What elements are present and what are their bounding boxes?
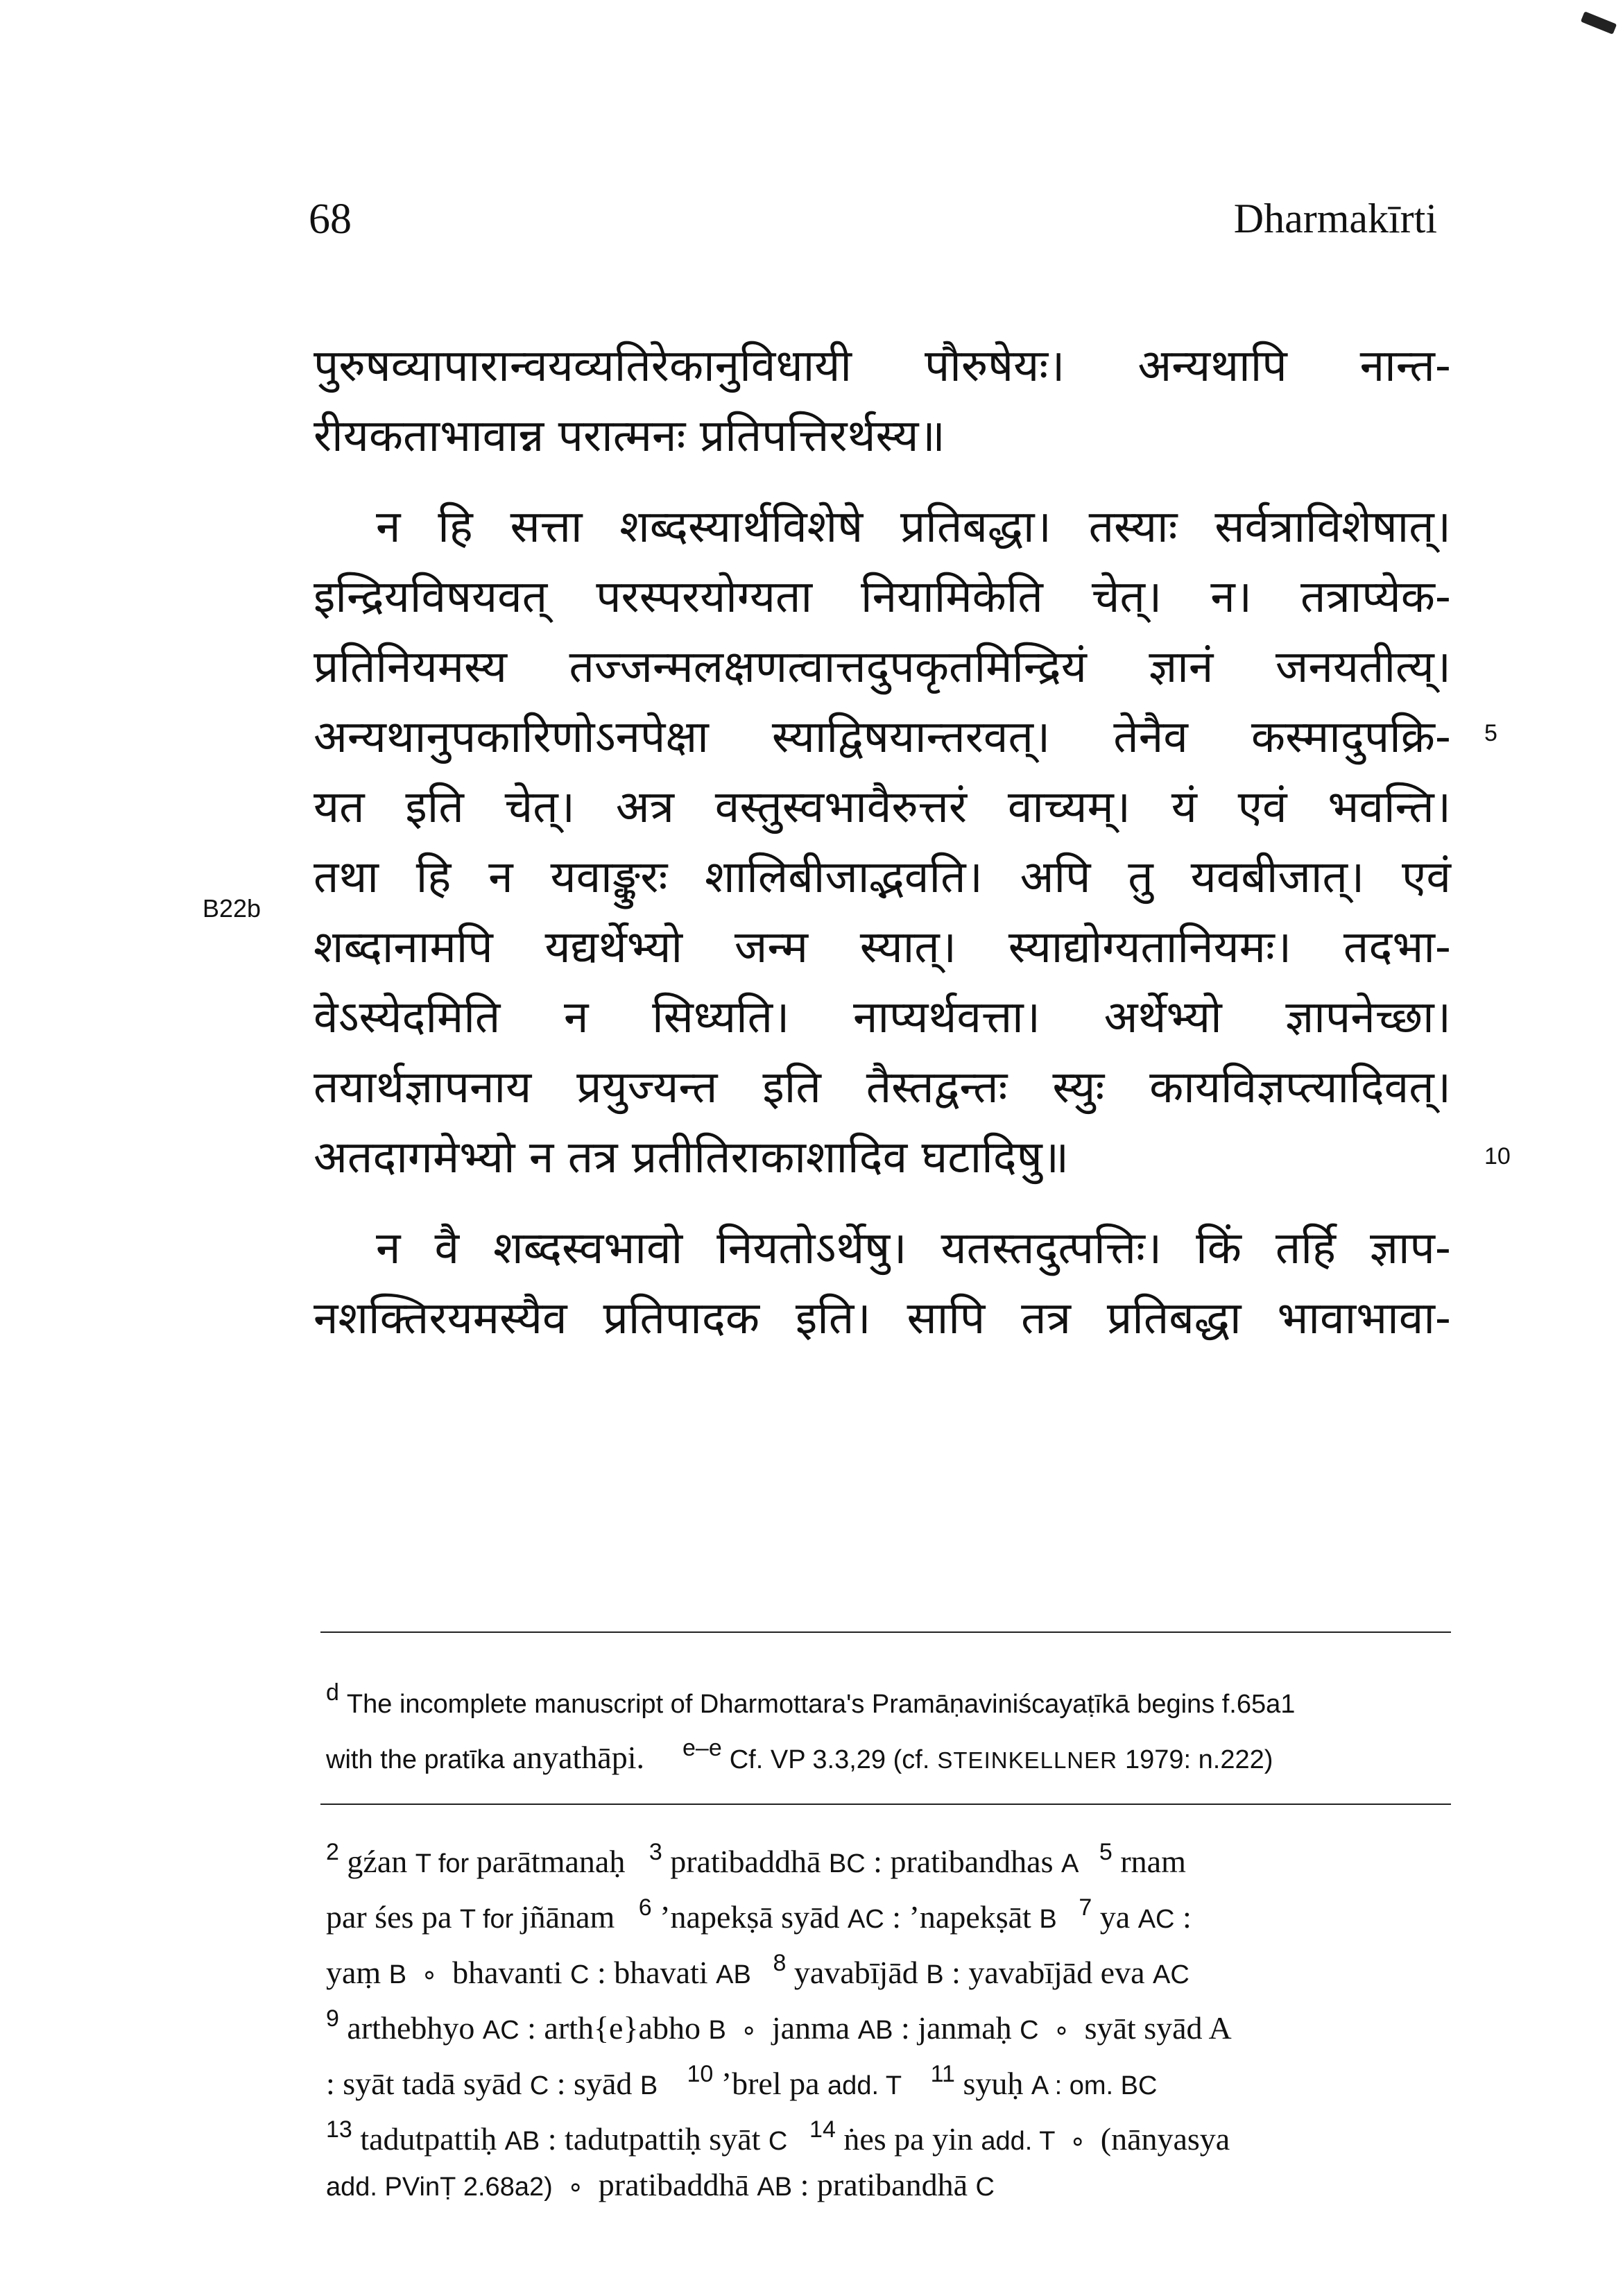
apparatus-segment: ṅes pa yin xyxy=(835,2121,981,2157)
note-text: The incomplete manuscript of Dharmottara's Pramāṇaviniścayaṭīkā begins f.65a1 xyxy=(346,1690,1296,1719)
note-number: 6 xyxy=(638,1894,652,1921)
apparatus-segment: ’brel pa xyxy=(713,2066,828,2101)
apparatus-segment: add. PVinṬ 2.68a2) ∘ xyxy=(326,2173,599,2202)
note-author: STEINKELLNER xyxy=(937,1747,1117,1773)
apparatus-segment: B xyxy=(926,1960,944,1989)
apparatus-segment: par śes pa xyxy=(326,1899,460,1935)
note-number: 3 xyxy=(649,1839,662,1865)
apparatus-segment: : ’napekṣāt xyxy=(884,1899,1040,1935)
text-line: नशक्तिरयमस्यैव प्रतिपादक इति। सापि तत्र प्रतिबद्धा भावाभावा- xyxy=(314,1293,1451,1344)
note-number: 2 xyxy=(326,1839,339,1865)
apparatus-segment: T for xyxy=(459,1905,521,1934)
text-line: तथा हि न यवाङ्कुरः शालिबीजाद्भवति। अपि तु यवबीजात्। एवं xyxy=(314,852,1451,903)
critical-apparatus xyxy=(326,1824,1453,2213)
apparatus-segment: A xyxy=(1060,1849,1099,1878)
apparatus-segment: C ∘ xyxy=(1020,2016,1085,2045)
text-line: अतदागमेभ्यो न तत्र प्रतीतिराकाशादिव घटादिषु॥ xyxy=(314,1132,1070,1183)
line-number-10: 10 xyxy=(1484,1143,1511,1170)
apparatus-segment: janma xyxy=(771,2010,858,2046)
apparatus-segment: : arth{e}abho xyxy=(519,2010,709,2046)
page-number: 68 xyxy=(309,196,352,243)
apparatus-segment: parātmanaḥ xyxy=(476,1844,649,1879)
text-line: न हि सत्ता शब्दस्यार्थविशेषे प्रतिबद्धा। तस्याः सर्वत्राविशेषात्। xyxy=(376,502,1451,553)
note-number: 5 xyxy=(1099,1839,1113,1865)
apparatus-segment: AC xyxy=(1137,1905,1175,1934)
apparatus-segment: ’napekṣā syād xyxy=(651,1899,848,1935)
apparatus-segment: C xyxy=(768,2127,810,2156)
note-text: with the pratīka xyxy=(326,1745,505,1774)
text-line: वेऽस्येदमिति न सिध्यति। नाप्यर्थवत्ता। अर्थेभ्यो ज्ञापनेच्छा। xyxy=(314,992,1451,1043)
note-text: Cf. VP 3.3,29 (cf. xyxy=(729,1745,930,1774)
apparatus-segment: yavabījād xyxy=(786,1955,927,1990)
note-number: 8 xyxy=(773,1950,787,1976)
apparatus-segment: : pratibandhā xyxy=(792,2167,976,2202)
apparatus-rule xyxy=(320,1804,1451,1805)
footnote-rule xyxy=(320,1631,1451,1633)
apparatus-segment: add. T ∘ xyxy=(981,2127,1101,2156)
note-number: 11 xyxy=(930,2061,955,2087)
apparatus-segment: : tadutpattiḥ syāt xyxy=(540,2121,768,2157)
apparatus-segment: gźan xyxy=(338,1844,415,1879)
text-line: तयार्थज्ञापनाय प्रयुज्यन्त इति तैस्तद्वन्तः स्युः कायविज्ञप्त्यादिवत्। xyxy=(314,1062,1451,1113)
running-head: Dharmakīrti xyxy=(1233,196,1437,241)
apparatus-segment: B ∘ xyxy=(388,1960,453,1989)
note-mark: e–e xyxy=(682,1735,722,1761)
apparatus-segment: AB xyxy=(716,1960,773,1989)
apparatus-segment: (nānyasya xyxy=(1100,2121,1230,2157)
apparatus-line xyxy=(326,1991,1453,2046)
sanskrit-text xyxy=(314,332,1451,1354)
apparatus-segment: add. T xyxy=(827,2071,931,2100)
apparatus-segment: A : om. BC xyxy=(1031,2071,1158,2100)
note-text: 1979: n.222) xyxy=(1124,1745,1273,1774)
apparatus-segment: AC xyxy=(848,1905,884,1934)
text-line: प्रतिनियमस्य तज्जन्मलक्षणत्वात्तदुपकृतमिन्द्रियं ज्ञानं जनयतीत्य्। xyxy=(314,642,1451,693)
line-number-5: 5 xyxy=(1484,720,1497,746)
note-number: 10 xyxy=(687,2061,714,2087)
apparatus-line xyxy=(326,2102,1453,2157)
apparatus-segment: B xyxy=(1039,1905,1079,1934)
apparatus-segment: AC xyxy=(482,2016,519,2045)
text-line: पुरुषव्यापारान्वयव्यतिरेकानुविधायी पौरुषेयः। अन्यथापि नान्त- xyxy=(314,341,1451,392)
apparatus-line xyxy=(326,1880,1453,1935)
apparatus-segment: AB xyxy=(757,2173,793,2202)
apparatus-segment: AB xyxy=(504,2127,540,2156)
note-number: 13 xyxy=(326,2116,352,2143)
apparatus-segment: yaṃ xyxy=(326,1955,389,1990)
apparatus-segment: : yavabījād eva xyxy=(943,1955,1153,1990)
apparatus-segment: T for xyxy=(415,1849,476,1878)
scan-corner-mark xyxy=(1581,11,1617,35)
apparatus-segment: arthebhyo xyxy=(338,2010,483,2046)
note-number: 9 xyxy=(326,2005,339,2032)
apparatus-segment: syāt syād A xyxy=(1084,2010,1232,2046)
apparatus-line xyxy=(326,2046,1453,2102)
apparatus-segment: : xyxy=(1174,1899,1192,1935)
text-line: यत इति चेत्। अत्र वस्तुस्वभावैरुत्तरं वाच्यम्। यं एवं भवन्ति। xyxy=(314,782,1451,833)
apparatus-segment: ya xyxy=(1092,1899,1138,1935)
footnotes-lettered xyxy=(326,1665,1453,1776)
apparatus-segment: B xyxy=(639,2071,687,2100)
note-pratika: anyathāpi. xyxy=(512,1740,644,1775)
folio-sigla: B22b xyxy=(203,894,261,923)
apparatus-segment: : syāt tadā syād xyxy=(326,2066,530,2101)
apparatus-segment: C xyxy=(529,2071,549,2100)
apparatus-segment: pratibaddhā xyxy=(598,2167,757,2202)
note-number: 7 xyxy=(1079,1894,1092,1921)
apparatus-segment: rnam xyxy=(1112,1844,1186,1879)
apparatus-segment: tadutpattiḥ xyxy=(352,2121,505,2157)
text-line: अन्यथानुपकारिणोऽनपेक्षा स्याद्विषयान्तरवत्। तेनैव कस्मादुपक्रि- xyxy=(314,712,1451,763)
apparatus-segment: AC xyxy=(1153,1960,1190,1989)
note-mark: d xyxy=(326,1679,339,1706)
text-line: इन्द्रियविषयवत् परस्परयोग्यता नियामिकेति चेत्। न। तत्राप्येक- xyxy=(314,572,1451,623)
text-line: शब्दानामपि यद्यर्थेभ्यो जन्म स्यात्। स्याद्योग्यतानियमः। तदभा- xyxy=(314,922,1451,973)
apparatus-line xyxy=(326,1824,1453,1880)
text-line: न वै शब्दस्वभावो नियतोऽर्थेषु। यतस्तदुत्पत्तिः। किं तर्हि ज्ञाप- xyxy=(376,1223,1451,1274)
apparatus-line xyxy=(326,1935,1453,1991)
apparatus-segment: C xyxy=(975,2173,995,2202)
apparatus-segment: jñānam xyxy=(520,1899,639,1935)
note-number: 14 xyxy=(809,2116,836,2143)
text-line: रीयकताभावान्न परात्मनः प्रतिपत्तिरर्थस्य॥ xyxy=(314,411,945,462)
apparatus-segment: : janmaḥ xyxy=(893,2010,1020,2046)
apparatus-segment: BC xyxy=(828,1849,866,1878)
apparatus-segment: : syād xyxy=(549,2066,640,2101)
apparatus-segment: syuḥ xyxy=(954,2066,1031,2101)
apparatus-segment: C xyxy=(569,1960,590,1989)
apparatus-segment: AB xyxy=(857,2016,893,2045)
apparatus-line xyxy=(326,2157,1453,2213)
apparatus-segment: : pratibandhas xyxy=(865,1844,1061,1879)
apparatus-segment: bhavanti xyxy=(452,1955,570,1990)
apparatus-segment: B ∘ xyxy=(708,2016,772,2045)
apparatus-segment: pratibaddhā xyxy=(662,1844,829,1879)
apparatus-segment: : bhavati xyxy=(589,1955,716,1990)
